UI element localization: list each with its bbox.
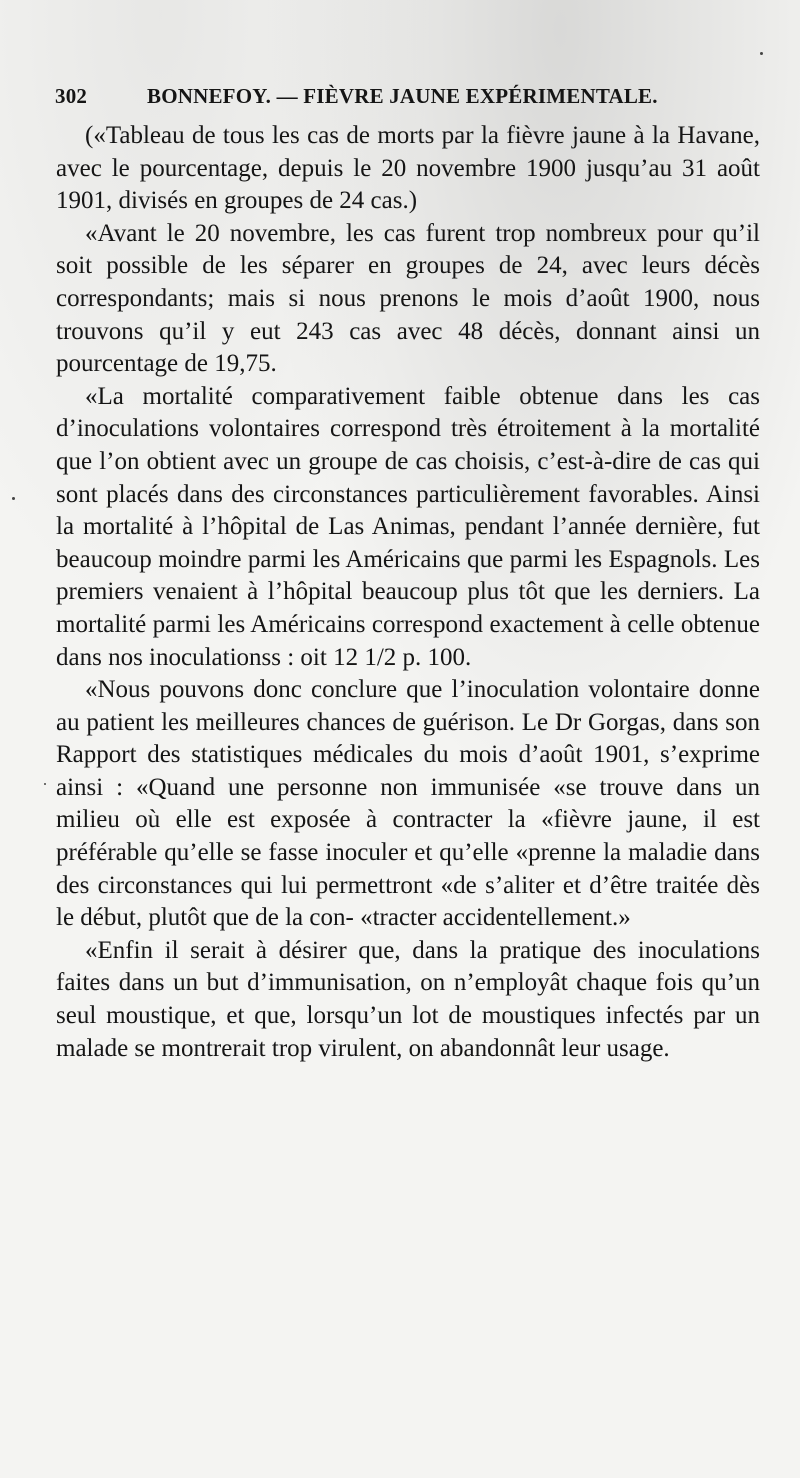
page-number: 302 (55, 84, 88, 108)
print-speck (760, 52, 763, 55)
running-head (55, 78, 745, 118)
paragraph-tableau-caption: («Tableau de tous les cas de morts par la fièvre jaune à la Havane, avec le pourcentage, depuis le 20 novembre 1900 jusqu’au 31 août 1901, divisés en groupes de 24 cas.) (56, 122, 760, 215)
body-text (56, 120, 760, 1065)
print-speck (44, 783, 46, 785)
paragraph-avant-novembre: «Avant le 20 novembre, les cas furent trop nombreux pour qu’il soit possible de les séparer en groupes de 24, avec leurs décès correspondants; mais si nous prenons le mois d’août 1900, nous trouvons qu’il y eut 243 cas avec 48 décès, donnant ainsi un pourcentage de 19,75. (56, 219, 760, 378)
paragraph-mortalite: «La mortalité comparativement faible obtenue dans les cas d’inoculations volontaires correspond très étroitement à la mortalité que l’on obtient avec un groupe de cas choisis, c’est-à-dire de cas qui sont placés dans des circonstances particulièrement favorables. Ainsi la mortalité à l’hôpital de Las Animas, pendant l’année dernière, fut beaucoup moindre parmi les Américains que parmi les Espagnols. Les premiers venaient à l’hôpital beaucoup plus tôt que les derniers. La mortalité parmi les Américains correspond exactement à celle obtenue dans nos inoculationss : oit 12 1/2 p. 100. (56, 382, 760, 671)
paragraph-enfin: «Enfin il serait à désirer que, dans la pratique des inoculations faites dans un but d’immunisation, on n’employât chaque fois qu’un seul moustique, et que, lorsqu’un lot de moustiques infectés par un malade se montrerait trop virulent, on abandonnât leur usage. (56, 936, 760, 1062)
paragraph-conclusion: «Nous pouvons donc conclure que l’inoculation volontaire donne au patient les meilleures chances de guérison. Le Dr Gorgas, dans son Rapport des statistiques médicales du mois d’août 1901, s’exprime ainsi : «Quand une personne non immunisée «se trouve dans un milieu où elle est exposée à contracter la «fièvre jaune, il est préférable qu’elle se fasse inoculer et qu’elle «prenne la maladie dans des circonstances qui lui permettront «de s’aliter et d’être traitée dès le début, plutôt que de la con- «tracter accidentellement.» (56, 676, 760, 932)
running-title: BONNEFOY. — FIÈVRE JAUNE EXPÉRIMENTALE. (147, 84, 658, 108)
print-speck (12, 497, 15, 500)
